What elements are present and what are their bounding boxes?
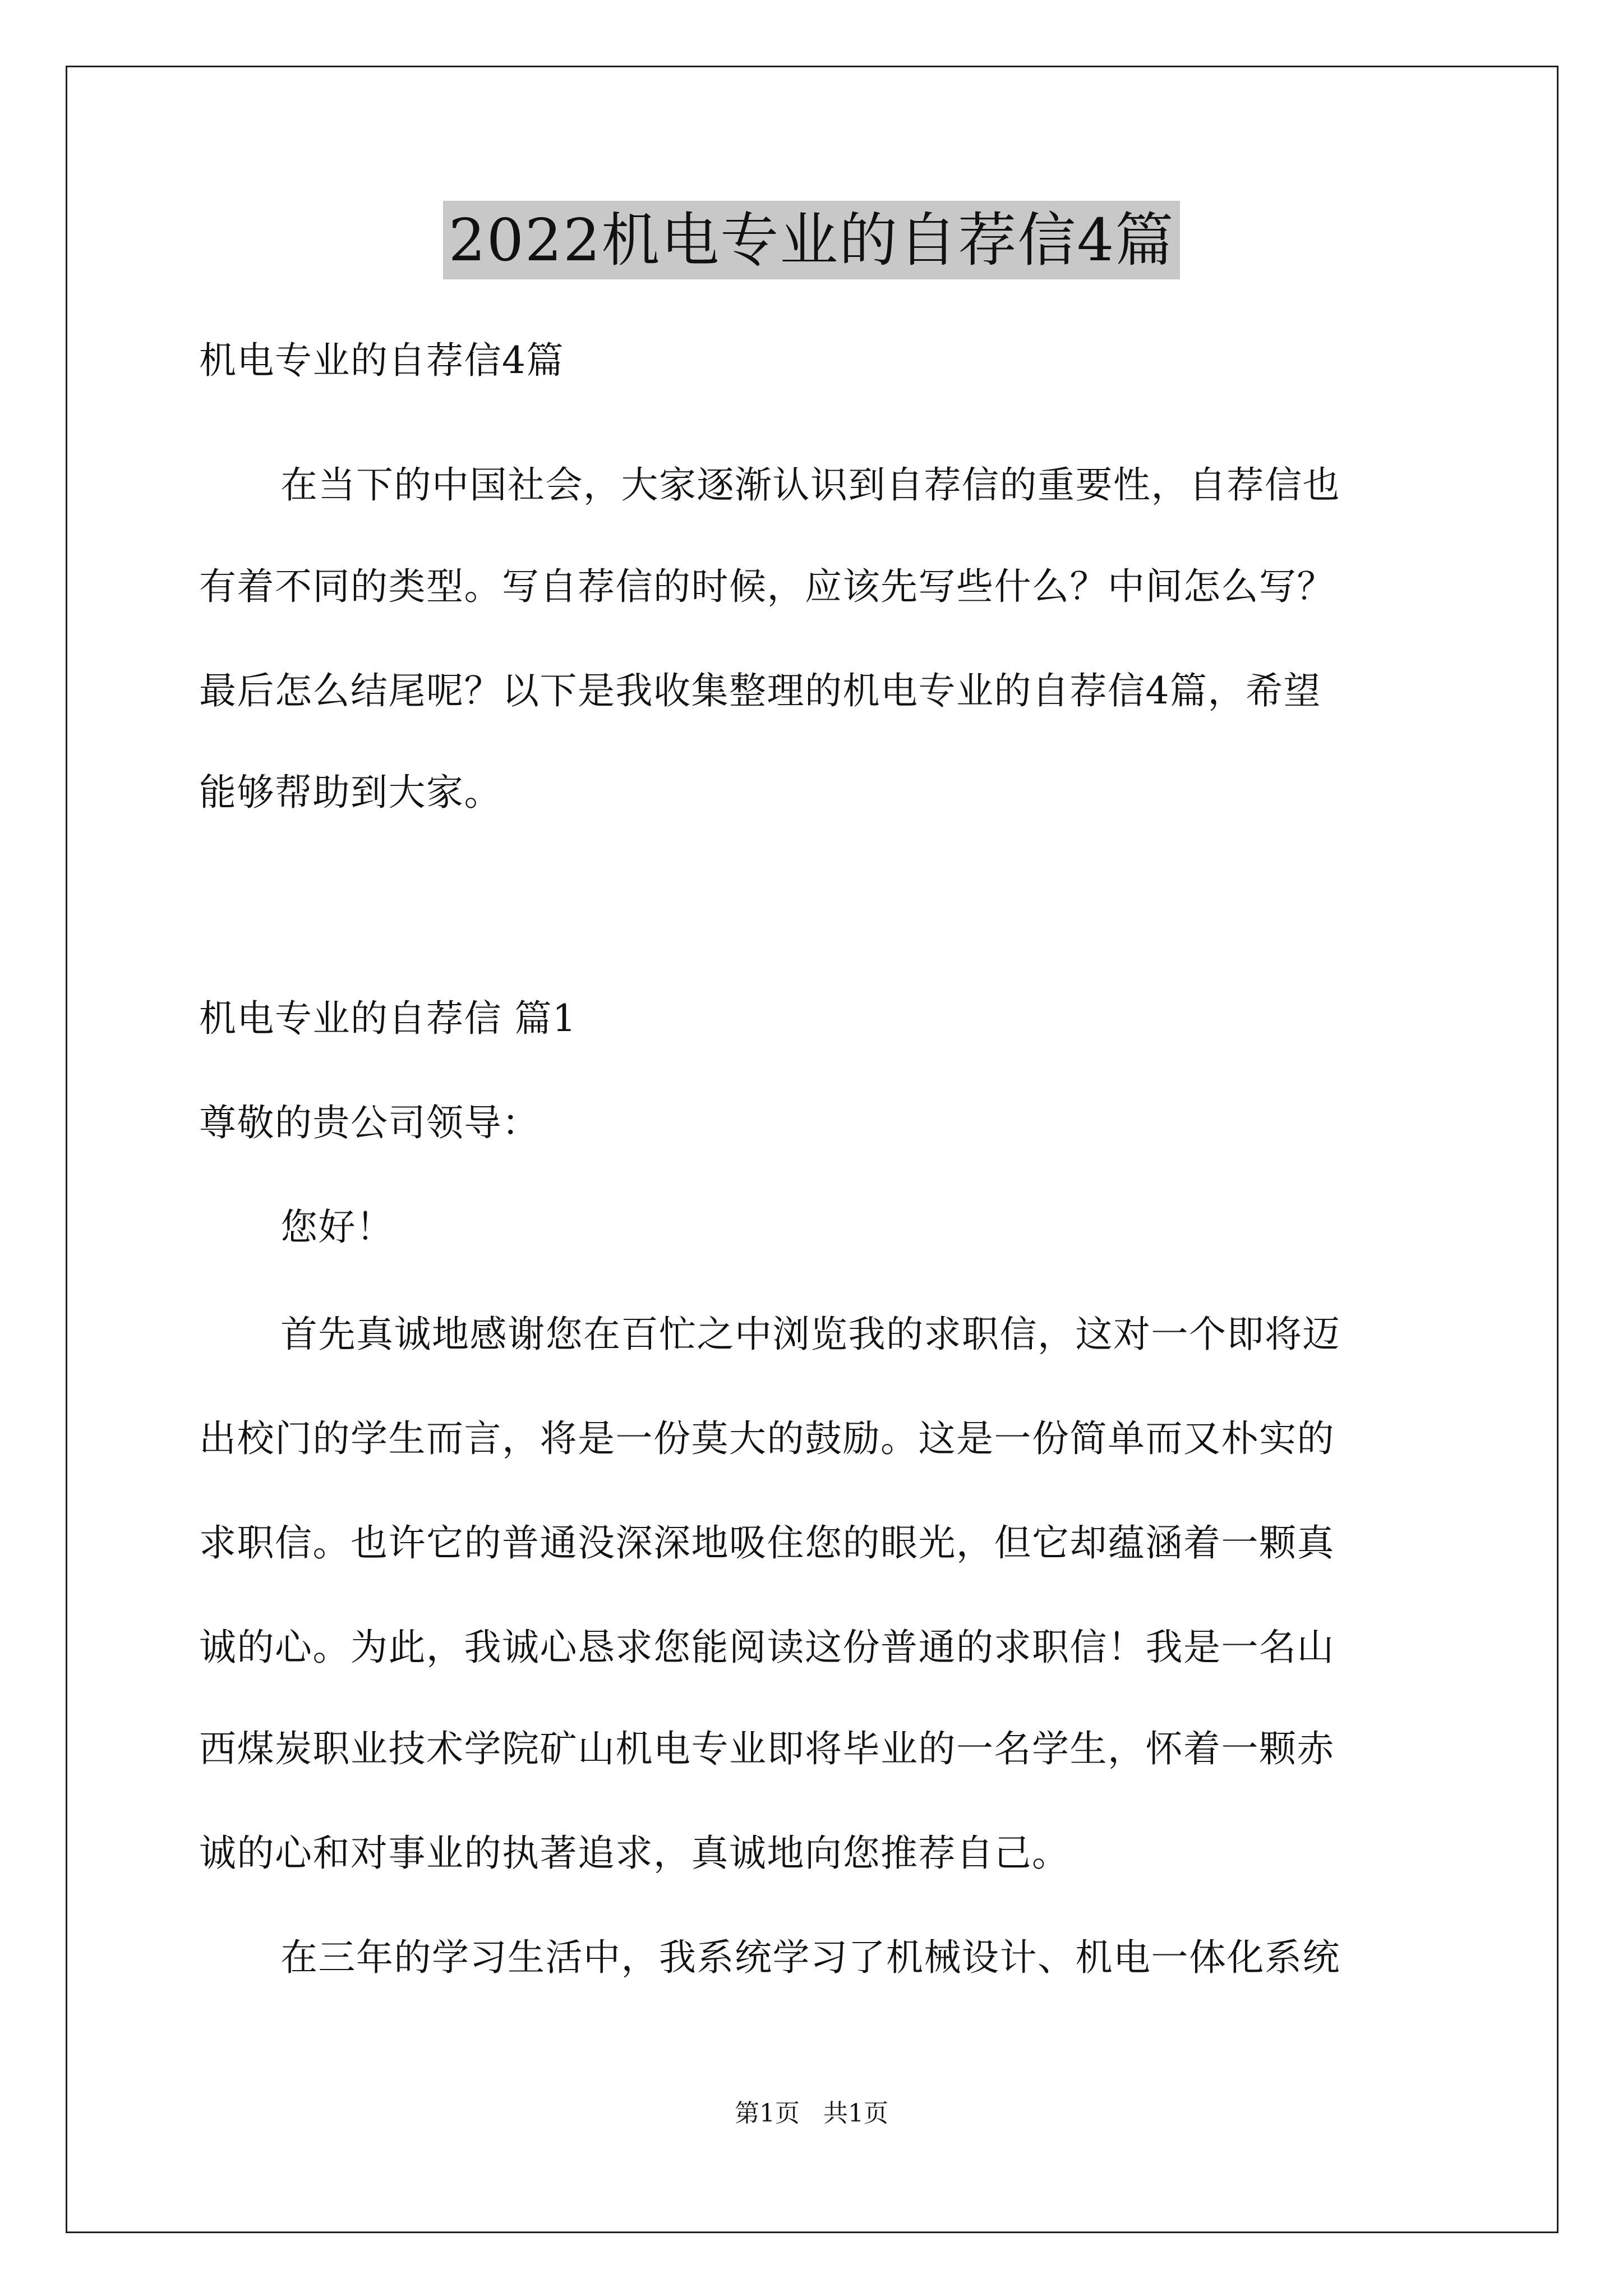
document-title: 2022机电专业的自荐信4篇 xyxy=(443,201,1181,279)
title-container xyxy=(0,201,1623,279)
paragraph-line: 诚的心和对事业的执著追求，真诚地向您推荐自己。 xyxy=(199,1832,1070,1875)
paragraph-line: 首先真诚地感谢您在百忙之中浏览我的求职信，这对一个即将迈 xyxy=(280,1313,1340,1356)
section-heading: 机电专业的自荐信 篇1 xyxy=(199,997,577,1040)
page-footer: 第1页 共1页 xyxy=(735,2099,888,2128)
paragraph-line: 能够帮助到大家。 xyxy=(199,771,502,814)
paragraph-line: 最后怎么结尾呢？以下是我收集整理的机电专业的自荐信4篇，希望 xyxy=(199,669,1321,712)
paragraph-line: 求职信。也许它的普通没深深地吸住您的眼光，但它却蕴涵着一颗真 xyxy=(199,1521,1335,1565)
greeting-line: 您好！ xyxy=(280,1205,394,1249)
salutation-line: 尊敬的贵公司领导： xyxy=(199,1101,540,1144)
paragraph-line: 诚的心。为此，我诚心恳求您能阅读这份普通的求职信！我是一名山 xyxy=(199,1626,1335,1669)
page-border xyxy=(66,66,1559,2233)
paragraph-line: 在当下的中国社会，大家逐渐认识到自荐信的重要性，自荐信也 xyxy=(280,463,1340,507)
paragraph-line: 在三年的学习生活中，我系统学习了机械设计、机电一体化系统 xyxy=(280,1936,1340,1979)
paragraph-line: 出校门的学生而言，将是一份莫大的鼓励。这是一份简单而又朴实的 xyxy=(199,1417,1335,1460)
subtitle-line: 机电专业的自荐信4篇 xyxy=(199,339,564,382)
paragraph-line: 西煤炭职业技术学院矿山机电专业即将毕业的一名学生，怀着一颗赤 xyxy=(199,1727,1335,1770)
paragraph-line: 有着不同的类型。写自荐信的时候，应该先写些什么？中间怎么写？ xyxy=(199,565,1335,608)
